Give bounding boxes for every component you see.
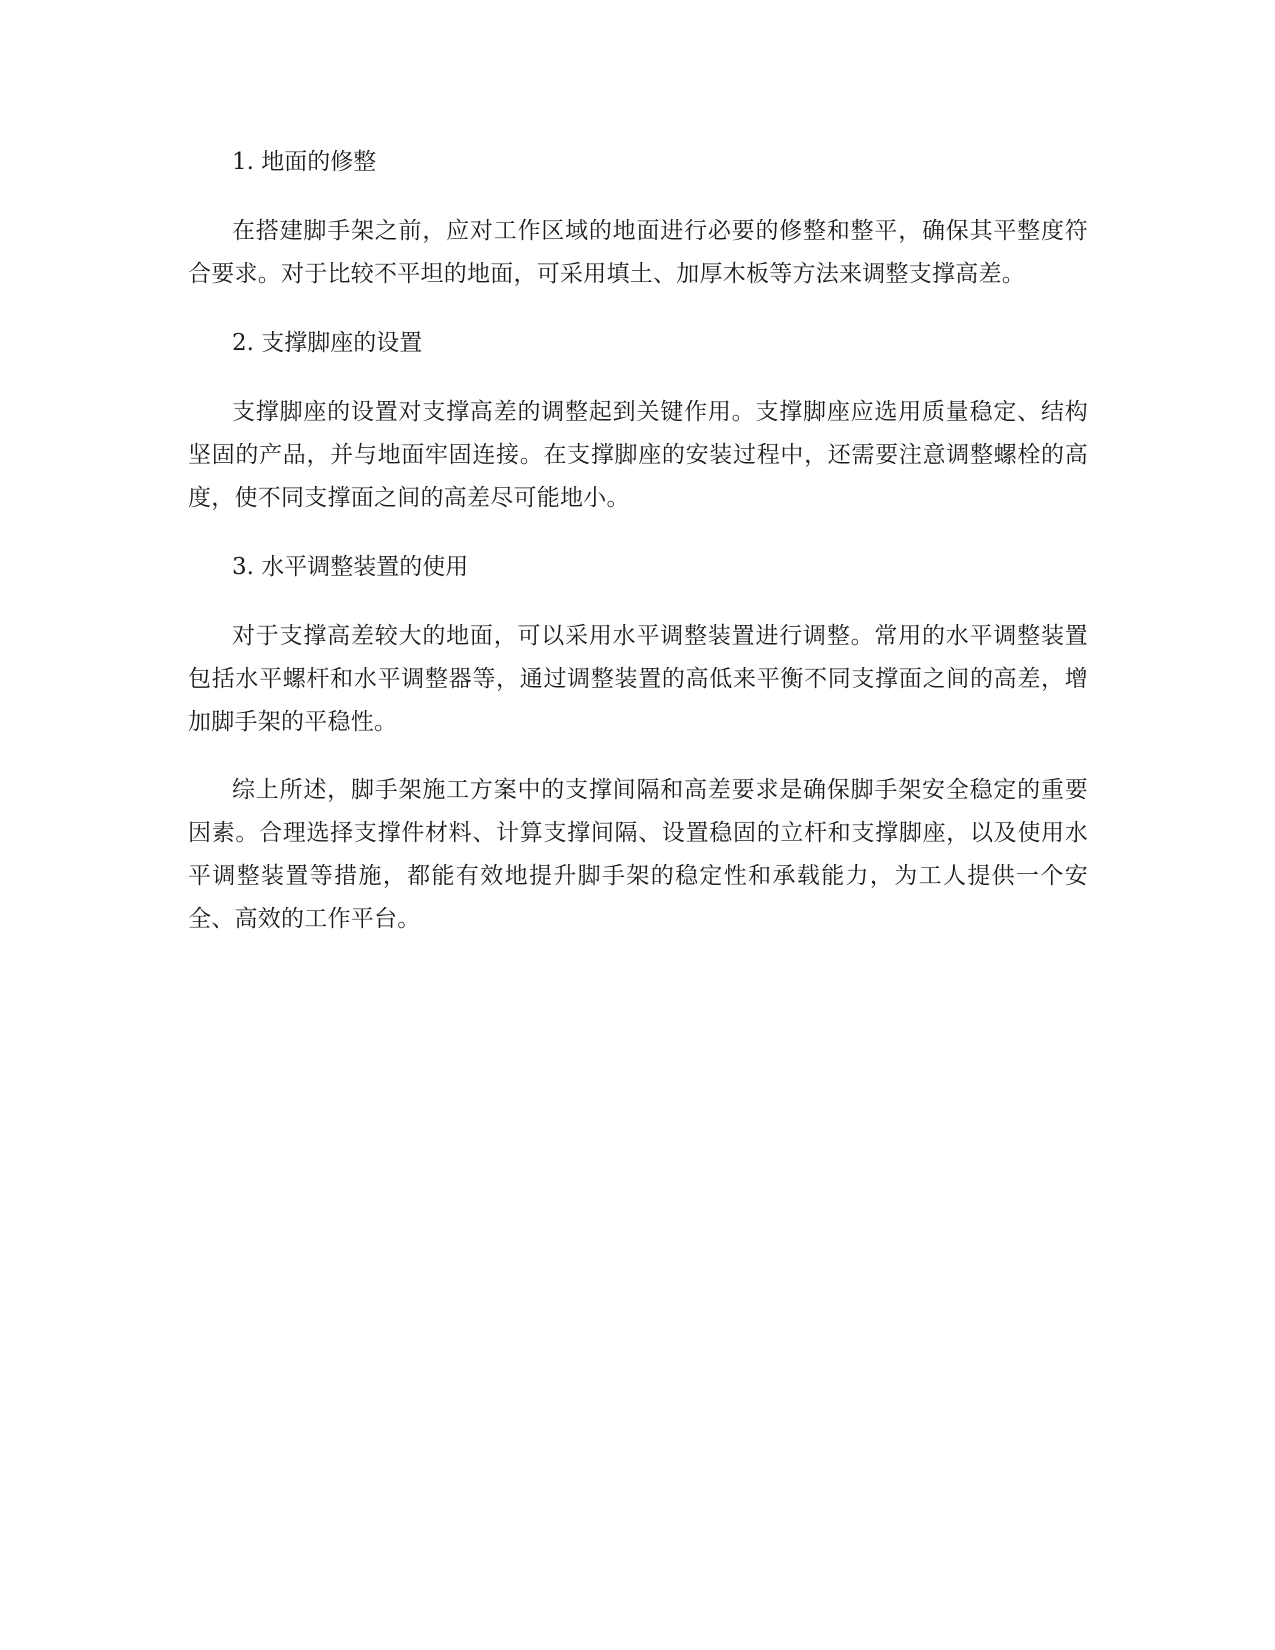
section-paragraph-ground-leveling: 在搭建脚手架之前，应对工作区域的地面进行必要的修整和整平，确保其平整度符合要求。对于比较不平坦的地面，可采用填土、加厚木板等方法来调整支撑高差。 bbox=[188, 218, 1088, 287]
section-heading-leveling-device: 3. 水平调整装置的使用 bbox=[232, 554, 469, 580]
section-paragraph-support-base: 支撑脚座的设置对支撑高差的调整起到关键作用。支撑脚座应选用质量稳定、结构坚固的产品，并与地面牢固连接。在支撑脚座的安装过程中，还需要注意调整螺栓的高度，使不同支撑面之间的高差尽可能地小。 bbox=[188, 399, 1088, 511]
section-heading-ground-leveling: 1. 地面的修整 bbox=[232, 149, 377, 175]
section-paragraph-leveling-device: 对于支撑高差较大的地面，可以采用水平调整装置进行调整。常用的水平调整装置包括水平螺杆和水平调整器等，通过调整装置的高低来平衡不同支撑面之间的高差，增加脚手架的平稳性。 bbox=[188, 623, 1088, 735]
section-heading-support-base: 2. 支撑脚座的设置 bbox=[232, 330, 423, 356]
document-body bbox=[188, 140, 1088, 966]
conclusion-paragraph: 综上所述，脚手架施工方案中的支撑间隔和高差要求是确保脚手架安全稳定的重要因素。合理选择支撑件材料、计算支撑间隔、设置稳固的立杆和支撑脚座，以及使用水平调整装置等措施，都能有效地提升脚手架的稳定性和承载能力，为工人提供一个安全、高效的工作平台。 bbox=[188, 777, 1088, 932]
